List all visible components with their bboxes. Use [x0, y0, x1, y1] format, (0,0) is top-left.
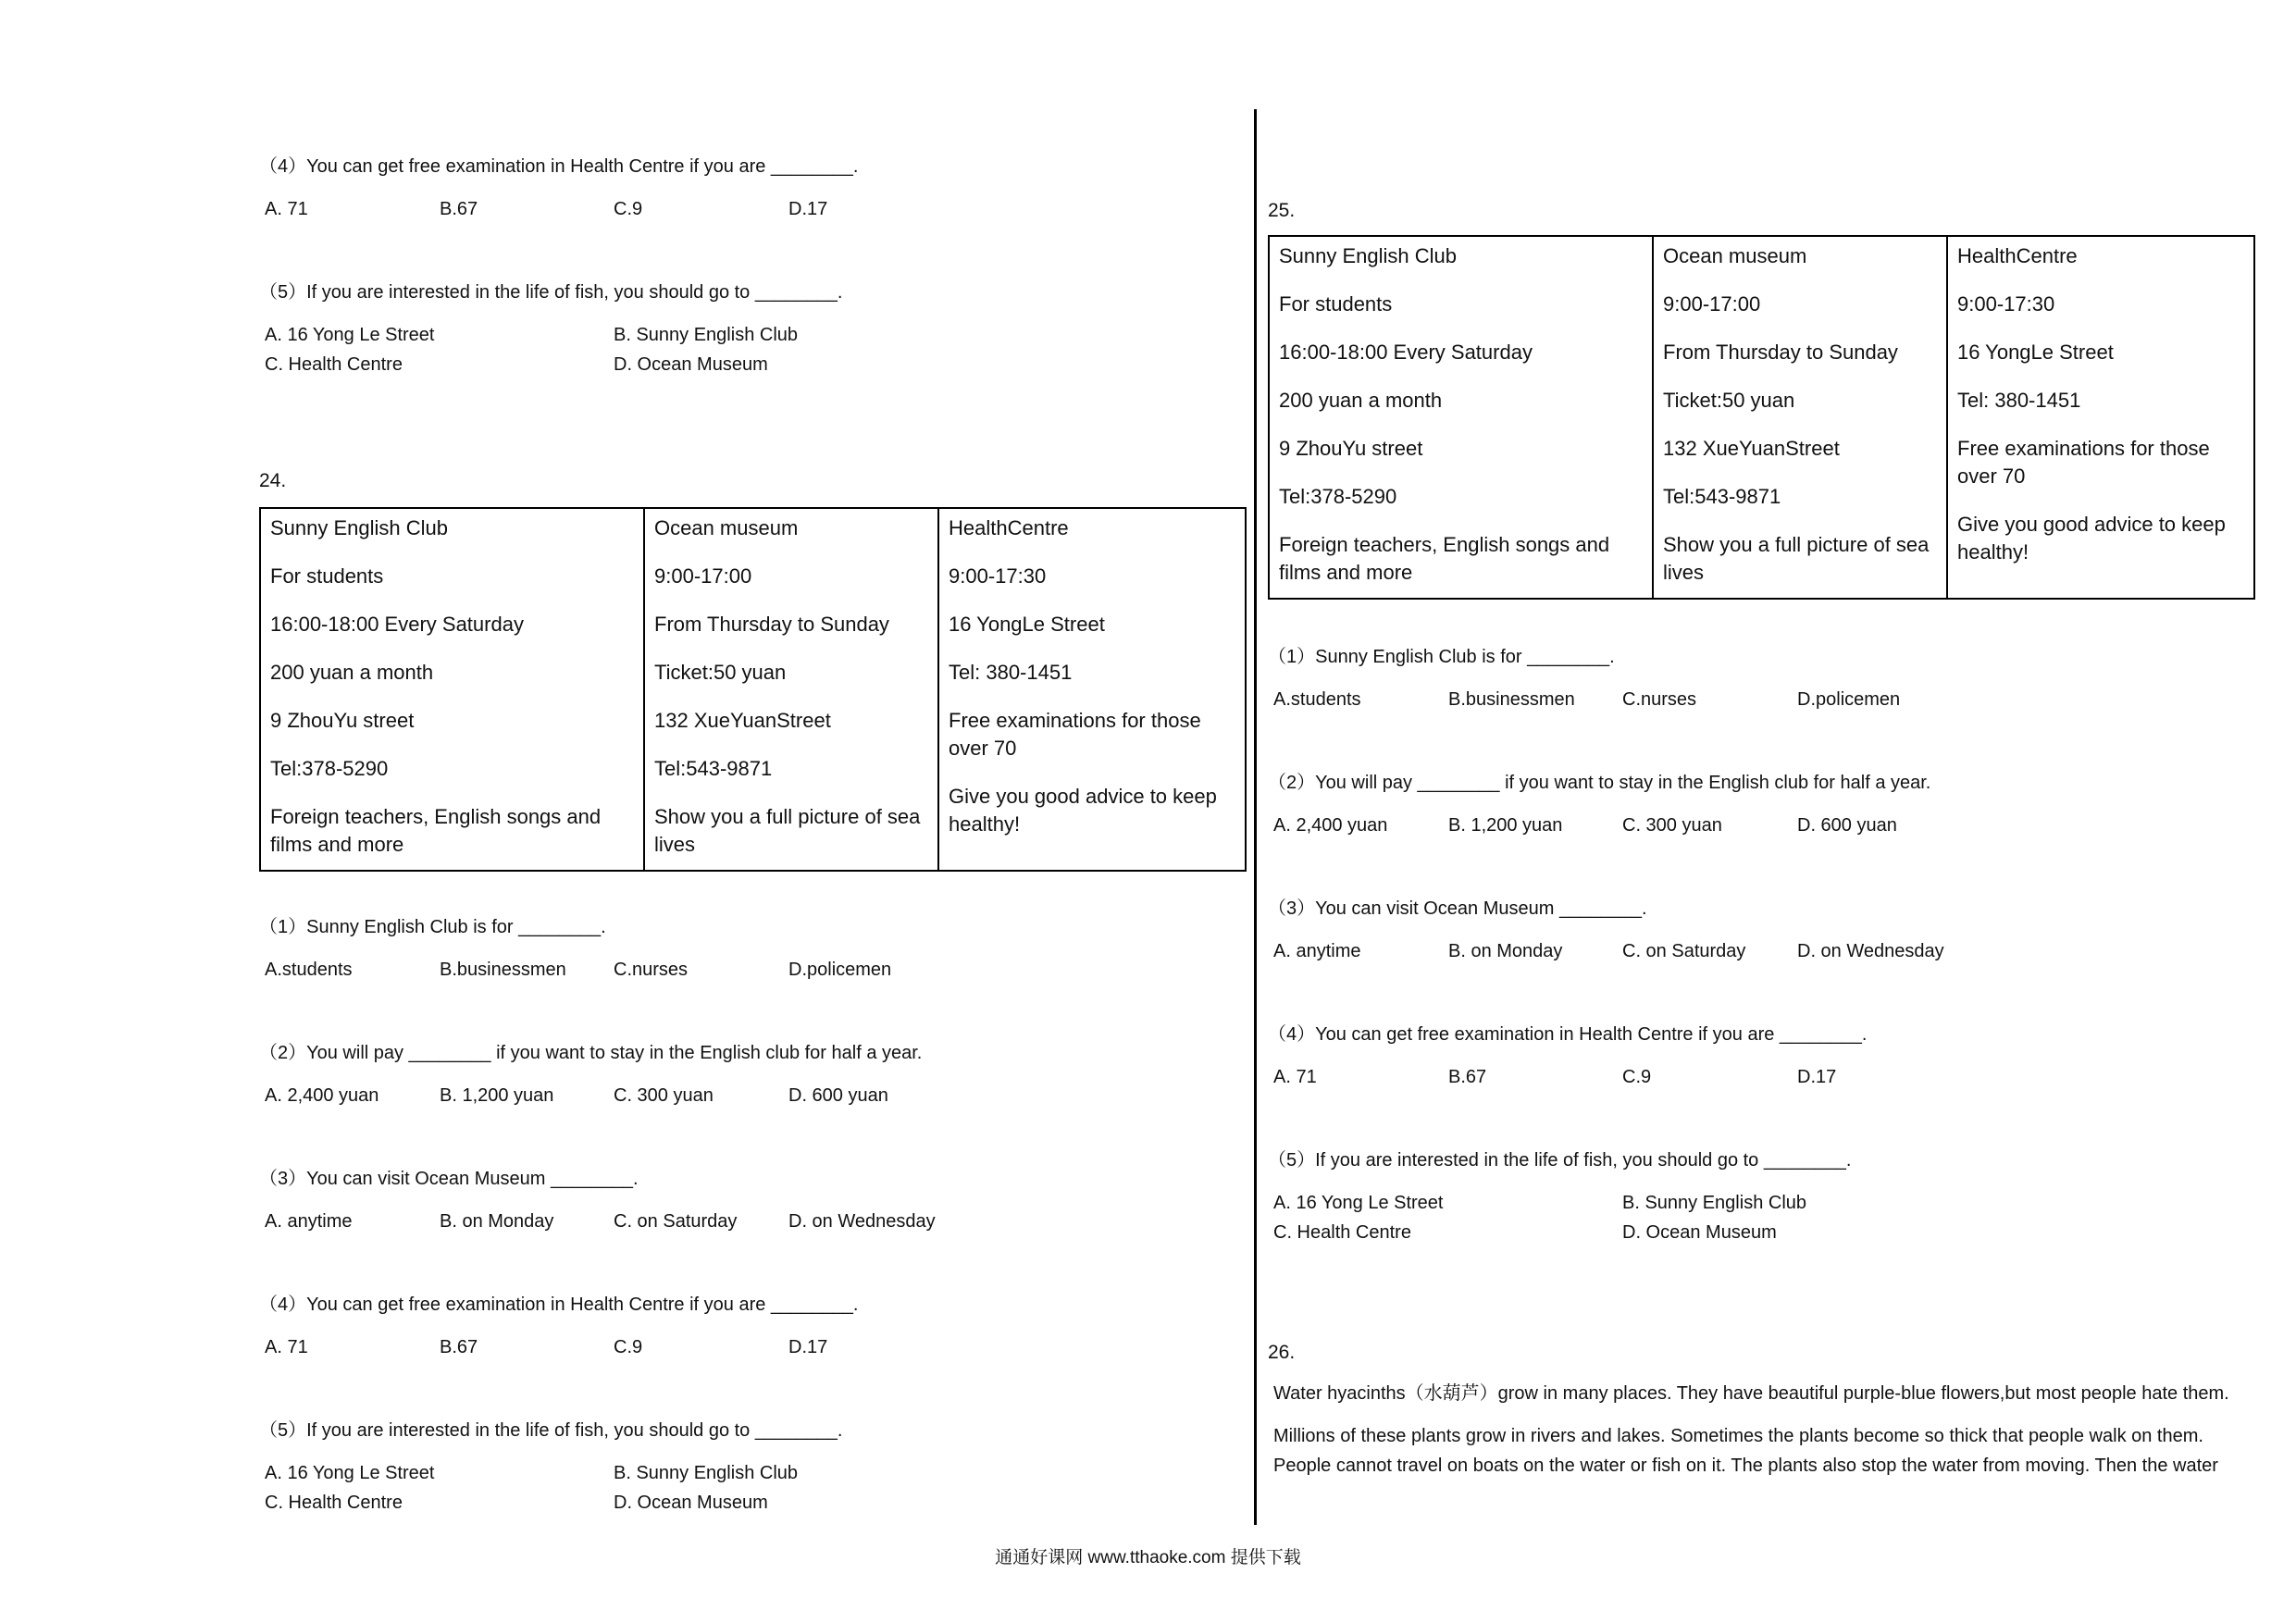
option: B.67: [1448, 1067, 1487, 1087]
option: A. 71: [265, 199, 308, 219]
cell-line: 9:00-17:00: [654, 564, 752, 588]
options-grid: [259, 320, 1245, 379]
cell-line: From Thursday to Sunday: [1663, 341, 1898, 364]
options-row: [259, 1083, 1245, 1109]
options-row: [1268, 687, 2253, 712]
table-cell-english-club: [260, 508, 644, 871]
option: B.67: [440, 199, 478, 219]
question-block: [1268, 770, 2253, 838]
cell-line: 200 yuan a month: [270, 661, 434, 684]
question-text: （1）Sunny English Club is for ________.: [259, 917, 606, 937]
question-text: （5）If you are interested in the life of fish, you should go to ________.: [1268, 1150, 1852, 1171]
cell-line: 200 yuan a month: [1279, 389, 1443, 412]
question-block: [259, 1418, 1245, 1518]
option: D.17: [788, 1337, 828, 1357]
question-text: （3）You can visit Ocean Museum ________.: [1268, 898, 1647, 919]
cell-line: 16 YongLe Street: [949, 613, 1105, 636]
option: D. 600 yuan: [788, 1085, 888, 1106]
option: D. 600 yuan: [1797, 815, 1897, 836]
column-divider: [1254, 109, 1257, 1525]
table-cell-english-club: [1269, 236, 1653, 599]
options-row: [259, 196, 1245, 222]
cell-line: Sunny English Club: [270, 516, 449, 539]
cell-line: 9:00-17:00: [1663, 292, 1761, 316]
option: B. on Monday: [440, 1211, 554, 1232]
question-block: [259, 914, 1245, 983]
question-block: [259, 1166, 1245, 1234]
option: B. Sunny English Club: [1622, 1193, 1807, 1213]
table-cell-health-centre: [938, 508, 1246, 871]
cell-line: Foreign teachers, English songs and films and more: [270, 805, 602, 856]
option: A.students: [1273, 689, 1361, 710]
cell-line: Free examinations for those over 70: [949, 709, 1201, 760]
info-table-25: [1268, 235, 2255, 600]
question-text: （3）You can visit Ocean Museum ________.: [259, 1169, 639, 1189]
question-block: [1268, 896, 2253, 964]
cell-line: 16 YongLe Street: [1957, 341, 2114, 364]
question-text: （2）You will pay ________ if you want to stay in the English club for half a year.: [1268, 773, 1931, 793]
question-text: （2）You will pay ________ if you want to stay in the English club for half a year.: [259, 1043, 923, 1063]
cell-line: Tel:543-9871: [654, 757, 773, 780]
section-26-label: 26.: [1268, 1342, 1296, 1363]
question-text: （5）If you are interested in the life of fish, you should go to ________.: [259, 282, 843, 303]
question-block: [1268, 1022, 2253, 1090]
cell-line: 9 ZhouYu street: [270, 709, 415, 732]
table-cell-ocean-museum: [1653, 236, 1947, 599]
cell-line: Give you good advice to keep healthy!: [1957, 513, 2226, 564]
cell-line: Tel:543-9871: [1663, 485, 1781, 508]
cell-line: Show you a full picture of sea lives: [1663, 533, 1930, 584]
option: D. on Wednesday: [1797, 941, 1944, 961]
cell-line: Tel: 380-1451: [949, 661, 1073, 684]
options-grid: [259, 1458, 1245, 1518]
right-column: [1268, 0, 2253, 1623]
section-number: [259, 468, 1245, 494]
option: B. on Monday: [1448, 941, 1563, 961]
option: A. 2,400 yuan: [1273, 815, 1388, 836]
cell-line: Free examinations for those over 70: [1957, 437, 2210, 488]
option: A. anytime: [265, 1211, 353, 1232]
passage-paragraph: Millions of these plants grow in rivers and lakes. Sometimes the plants become so thick that people walk on them. People cannot travel on boats on the water or fish on it. The plants also stop the water from moving. Then the water: [1273, 1426, 2218, 1476]
option: D.policemen: [1797, 689, 1901, 710]
cell-line: 132 XueYuanStreet: [654, 709, 831, 732]
section-25-label: 25.: [1268, 200, 1296, 221]
section-number: [1268, 198, 2253, 224]
options-row: [1268, 1064, 2253, 1090]
option: D.17: [788, 199, 828, 219]
option: C. Health Centre: [1273, 1222, 1411, 1243]
cell-line: Tel:378-5290: [1279, 485, 1397, 508]
passage-paragraph: Water hyacinths（水葫芦）grow in many places. They have beautiful purple-blue flowers,but most people hate them.: [1273, 1383, 2229, 1404]
option: C. Health Centre: [265, 1493, 403, 1513]
cell-line: From Thursday to Sunday: [654, 613, 889, 636]
option: C.nurses: [614, 960, 689, 980]
cell-line: Give you good advice to keep healthy!: [949, 785, 1217, 836]
options-row: [259, 957, 1245, 983]
question-text: （4）You can get free examination in Health Centre if you are ________.: [259, 1295, 859, 1315]
option: C. 300 yuan: [614, 1085, 714, 1106]
option: A. 16 Yong Le Street: [265, 325, 435, 345]
option: D.policemen: [788, 960, 892, 980]
option: A. 71: [1273, 1067, 1317, 1087]
cell-line: 9:00-17:30: [1957, 292, 2055, 316]
cell-line: Tel:378-5290: [270, 757, 389, 780]
option: C. Health Centre: [265, 354, 403, 375]
section-26: [1268, 1340, 2253, 1493]
cell-line: Tel: 380-1451: [1957, 389, 2081, 412]
cell-line: Ocean museum: [1663, 244, 1807, 267]
page-footer: 通通好课网 www.tthaoke.com 提供下载: [995, 1548, 1301, 1567]
question-block: [259, 154, 1245, 222]
info-table-24: [259, 507, 1247, 872]
cell-line: Foreign teachers, English songs and films and more: [1279, 533, 1610, 584]
option: A. 16 Yong Le Street: [1273, 1193, 1444, 1213]
cell-line: 16:00-18:00 Every Saturday: [270, 613, 524, 636]
cell-line: Ocean museum: [654, 516, 799, 539]
question-text: （1）Sunny English Club is for ________.: [1268, 647, 1615, 667]
question-text: （5）If you are interested in the life of fish, you should go to ________.: [259, 1420, 843, 1441]
options-row: [1268, 938, 2253, 964]
option: C.9: [1622, 1067, 1652, 1087]
option: A. 71: [265, 1337, 308, 1357]
option: B. Sunny English Club: [614, 1463, 799, 1483]
option: B. 1,200 yuan: [1448, 815, 1563, 836]
option: C.nurses: [1622, 689, 1697, 710]
option: A. 16 Yong Le Street: [265, 1463, 435, 1483]
option: D.17: [1797, 1067, 1837, 1087]
cell-line: For students: [270, 564, 384, 588]
option: B. 1,200 yuan: [440, 1085, 554, 1106]
question-block: [259, 279, 1245, 379]
options-grid: [1268, 1188, 2253, 1247]
question-block: [1268, 644, 2253, 712]
cell-line: Sunny English Club: [1279, 244, 1458, 267]
option: D. Ocean Museum: [1622, 1222, 1777, 1243]
cell-line: 132 XueYuanStreet: [1663, 437, 1840, 460]
option: A.students: [265, 960, 353, 980]
question-block: [259, 1292, 1245, 1360]
table-cell-ocean-museum: [644, 508, 938, 871]
options-row: [1268, 812, 2253, 838]
options-row: [259, 1334, 1245, 1360]
option: A. 2,400 yuan: [265, 1085, 379, 1106]
option: B.businessmen: [1448, 689, 1575, 710]
options-row: [259, 1208, 1245, 1234]
option: C. on Saturday: [614, 1211, 738, 1232]
section-24-label: 24.: [259, 470, 287, 491]
option: B.67: [440, 1337, 478, 1357]
option: B.businessmen: [440, 960, 566, 980]
question-text: （4）You can get free examination in Health Centre if you are ________.: [259, 156, 859, 177]
left-column: [259, 0, 1245, 1623]
cell-line: Ticket:50 yuan: [654, 661, 787, 684]
option: C. 300 yuan: [1622, 815, 1722, 836]
cell-line: 9 ZhouYu street: [1279, 437, 1423, 460]
cell-line: 16:00-18:00 Every Saturday: [1279, 341, 1533, 364]
option: C.9: [614, 1337, 643, 1357]
option: D. on Wednesday: [788, 1211, 936, 1232]
option: C.9: [614, 199, 643, 219]
table-cell-health-centre: [1947, 236, 2254, 599]
option: C. on Saturday: [1622, 941, 1746, 961]
option: D. Ocean Museum: [614, 354, 768, 375]
cell-line: HealthCentre: [949, 516, 1069, 539]
cell-line: 9:00-17:30: [949, 564, 1047, 588]
cell-line: HealthCentre: [1957, 244, 2078, 267]
option: A. anytime: [1273, 941, 1361, 961]
cell-line: For students: [1279, 292, 1393, 316]
option: B. Sunny English Club: [614, 325, 799, 345]
option: D. Ocean Museum: [614, 1493, 768, 1513]
question-block: [259, 1040, 1245, 1109]
cell-line: Show you a full picture of sea lives: [654, 805, 921, 856]
question-block: [1268, 1147, 2253, 1247]
question-text: （4）You can get free examination in Health Centre if you are ________.: [1268, 1024, 1868, 1045]
cell-line: Ticket:50 yuan: [1663, 389, 1795, 412]
